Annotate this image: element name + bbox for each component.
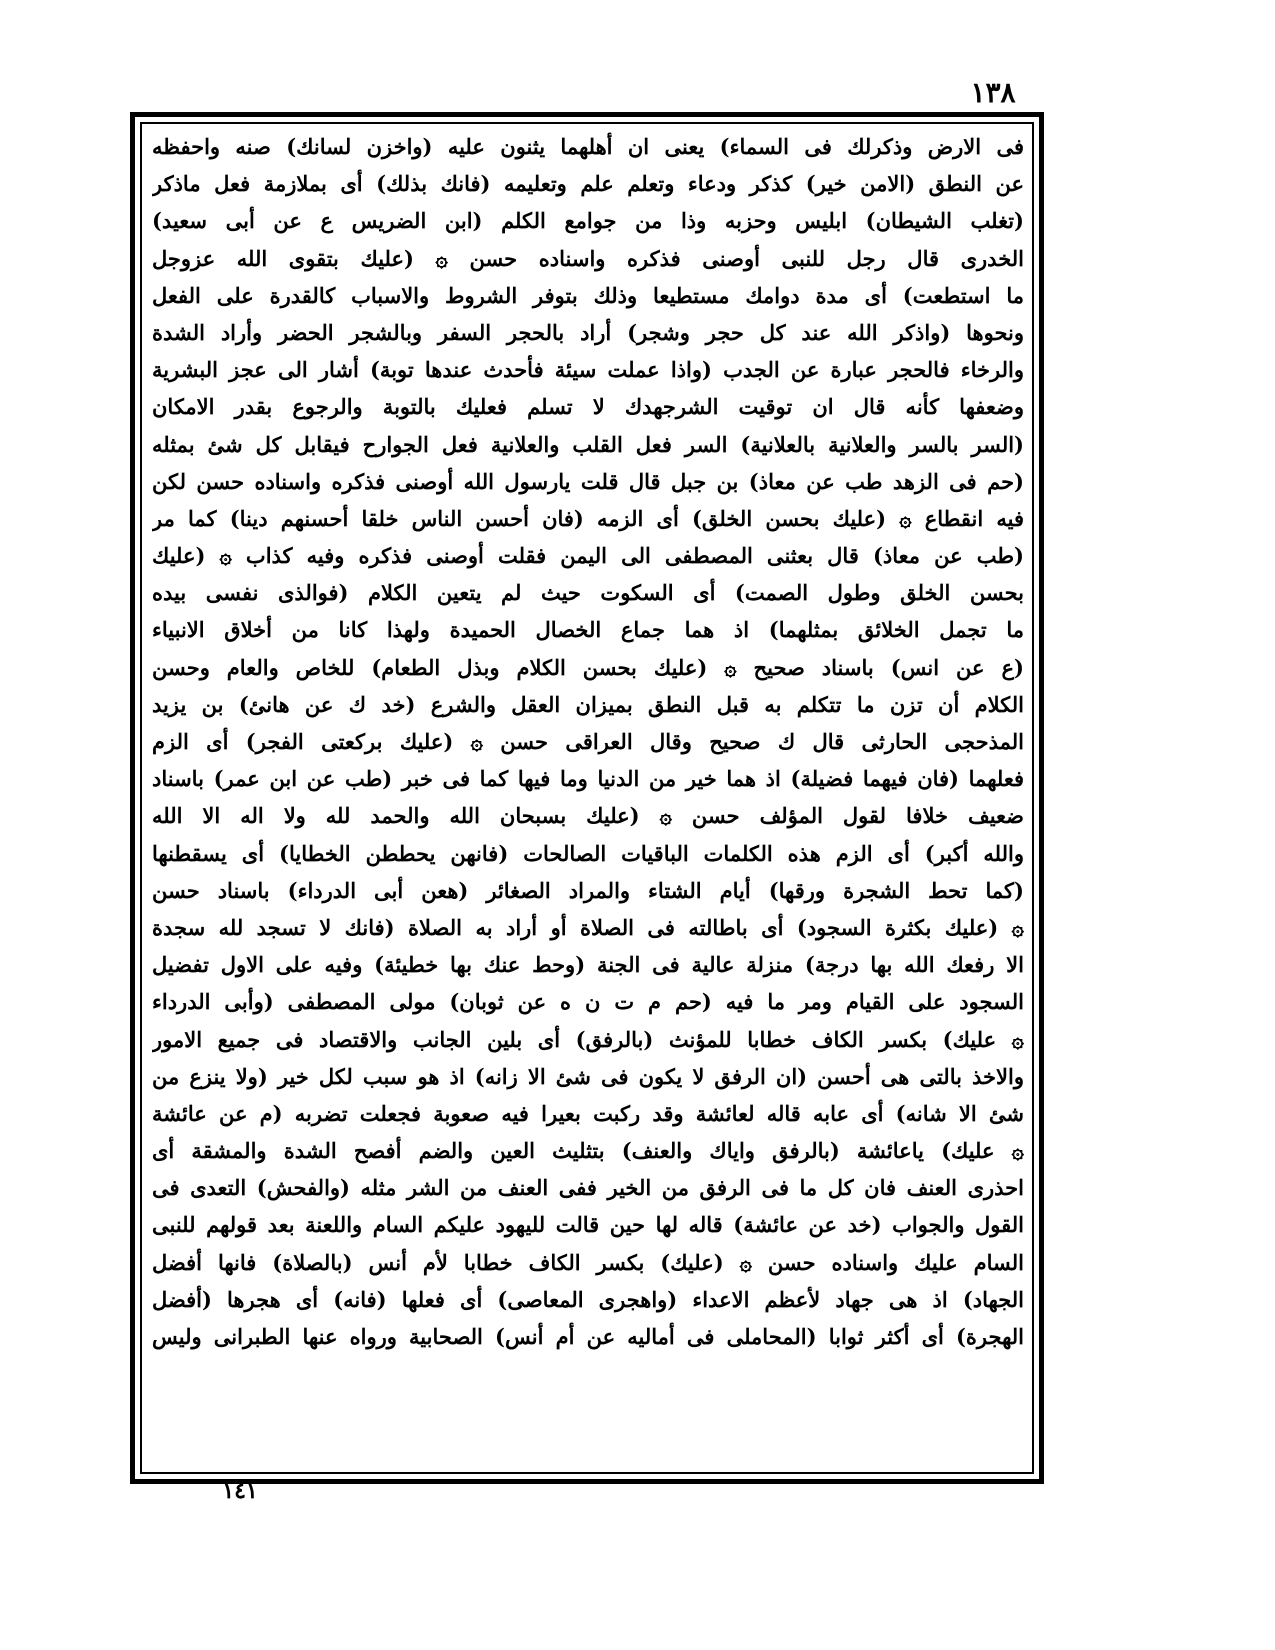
text-line: الهجرة) أى أكثر ثوابا (المحاملى فى أماليه عن أم أنس) الصحابية ورواه عنها الطبرانى وليس bbox=[152, 1324, 1024, 1349]
text-line: عن النطق (الامن خير) كذكر ودعاء وتعلم علم وتعليمه (فانك بذلك) أى بملازمة فعل ماذكر bbox=[152, 171, 1024, 197]
text-line: ونحوها (واذكر الله عند كل حجر وشجر) أراد بالحجر السفر وبالشجر الحضر وأراد الشدة bbox=[152, 319, 1024, 345]
text-line: (كما تحط الشجرة ورقها) أيام الشتاء والمراد الصغائر (هعن أبى الدرداء) باسناد حسن bbox=[152, 877, 1024, 903]
text-line: ۞ عليك) بكسر الكاف خطابا للمؤنث (بالرفق) أى بلين الجانب والاقتصاد فى جميع الامور bbox=[152, 1026, 1024, 1052]
text-line: (حم فى الزهد طب عن معاذ) بن جبل قال قلت يارسول الله أوصنى فذكره واسناده حسن لكن bbox=[152, 468, 1024, 494]
text-line: (تغلب الشيطان) ابليس وحزبه وذا من جوامع الكلم (ابن الضريس ع عن أبى سعيد) bbox=[152, 208, 1024, 234]
text-line: ضعيف خلافا لقول المؤلف حسن ۞ (عليك بسبحان الله والحمد لله ولا اله الا الله bbox=[152, 803, 1024, 829]
text-line: وضعفها كأنه قال ان توقيت الشرجهدك لا تسلم فعليك بالتوبة والرجوع بقدر الامكان bbox=[152, 394, 1024, 420]
text-line: الجهاد) اذ هى جهاد لأعظم الاعداء (واهجرى المعاصى) أى فعلها (فانه) أى هجرها (أفضل bbox=[152, 1286, 1024, 1312]
text-line: الا رفعك الله بها درجة) منزلة عالية فى الجنة (وحط عنك بها خطيئة) وفيه على الاول تفضيل bbox=[152, 952, 1024, 978]
text-line: الخدرى قال رجل للنبى أوصنى فذكره واسناده حسن ۞ (عليك بتقوى الله عزوجل bbox=[152, 245, 1024, 271]
text-line: (ع عن انس) باسناد صحيح ۞ (عليك بحسن الكلام وبذل الطعام) للخاص والعام وحسن bbox=[152, 654, 1024, 680]
text-line: السام عليك واسناده حسن ۞ (عليك) بكسر الكاف خطابا لأم أنس (بالصلاة) فانها أفضل bbox=[152, 1249, 1024, 1275]
page-number: ١٣٨ bbox=[970, 76, 1016, 109]
text-line: المذحجى الحارثى قال ك صحيح وقال العراقى حسن ۞ (عليك بركعتى الفجر) أى الزم bbox=[152, 729, 1024, 754]
text-line: ۞ (عليك بكثرة السجود) أى باطالته فى الصلاة أو أراد به الصلاة (فانك لا تسجد لله سجدة bbox=[152, 914, 1024, 940]
text-line: الكلام أن تزن ما تتكلم به قبل النطق بميزان العقل والشرع (خد ك عن هانئ) بن يزيد bbox=[152, 691, 1024, 717]
body-text bbox=[152, 128, 1024, 1468]
text-line: (طب عن معاذ) قال بعثنى المصطفى الى اليمن فقلت أوصنى فذكره وفيه كذاب ۞ (عليك bbox=[152, 543, 1024, 569]
text-line: القول والجواب (خد عن عائشة) قاله لها حين قالت لليهود عليكم السام واللعنة بعد قولهم للنبى bbox=[152, 1212, 1024, 1238]
text-line: والرخاء فالحجر عبارة عن الجدب (واذا عملت سيئة فأحدث عندها توبة) أشار الى عجز البشرية bbox=[152, 357, 1024, 383]
text-line: فيه انقطاع ۞ (عليك بحسن الخلق) أى الزمه (فان أحسن الناس خلقا أحسنهم دينا) كما مر bbox=[152, 505, 1024, 531]
text-line: ۞ عليك) ياعائشة (بالرفق واياك والعنف) بتثليث العين والضم أفصح الشدة والمشقة أى bbox=[152, 1138, 1024, 1164]
text-line: بحسن الخلق وطول الصمت) أى السكوت حيث لم يتعين الكلام (فوالذى نفسى بيده bbox=[152, 580, 1024, 606]
text-line: شئ الا شانه) أى عابه قاله لعائشة وقد ركبت بعيرا فيه صعوبة فجعلت تضربه (م عن عائشة bbox=[152, 1100, 1024, 1126]
text-line: (السر بالسر والعلانية بالعلانية) السر فعل القلب والعلانية فعل الجوارح فيقابل كل شئ بمثله bbox=[152, 431, 1024, 457]
text-line: احذرى العنف فان كل ما فى الرفق من الخير ففى العنف من الشر مثله (والفحش) التعدى فى bbox=[152, 1175, 1024, 1201]
text-line: والاخذ بالتى هى أحسن (ان الرفق لا يكون فى شئ الا زانه) اذ هو سبب لكل خير (ولا ينزع من bbox=[152, 1063, 1024, 1089]
text-line: والله أكبر) أى الزم هذه الكلمات الباقيات الصالحات (فانهن يحططن الخطايا) أى يسقطنها bbox=[152, 840, 1024, 866]
footer-signature-mark: ١٤١ bbox=[222, 1478, 258, 1504]
text-line: السجود على القيام ومر ما فيه (حم م ت ن ه عن ثوبان) مولى المصطفى (وأبى الدرداء bbox=[152, 989, 1024, 1015]
text-line: ما تجمل الخلائق بمثلهما) اذ هما جماع الخصال الحميدة ولهذا كانا من أخلاق الانبياء bbox=[152, 617, 1024, 643]
text-line: فعلهما (فان فيهما فضيلة) اذ هما خير من الدنيا وما فيها كما فى خبر (طب عن ابن عمر) باسناد bbox=[152, 766, 1024, 792]
text-line: فى الارض وذكرلك فى السماء) يعنى ان أهلهما يثنون عليه (واخزن لسانك) صنه واحفظه bbox=[152, 134, 1024, 159]
text-line: ما استطعت) أى مدة دوامك مستطيعا وذلك بتوفر الشروط والاسباب كالقدرة على الفعل bbox=[152, 282, 1024, 308]
